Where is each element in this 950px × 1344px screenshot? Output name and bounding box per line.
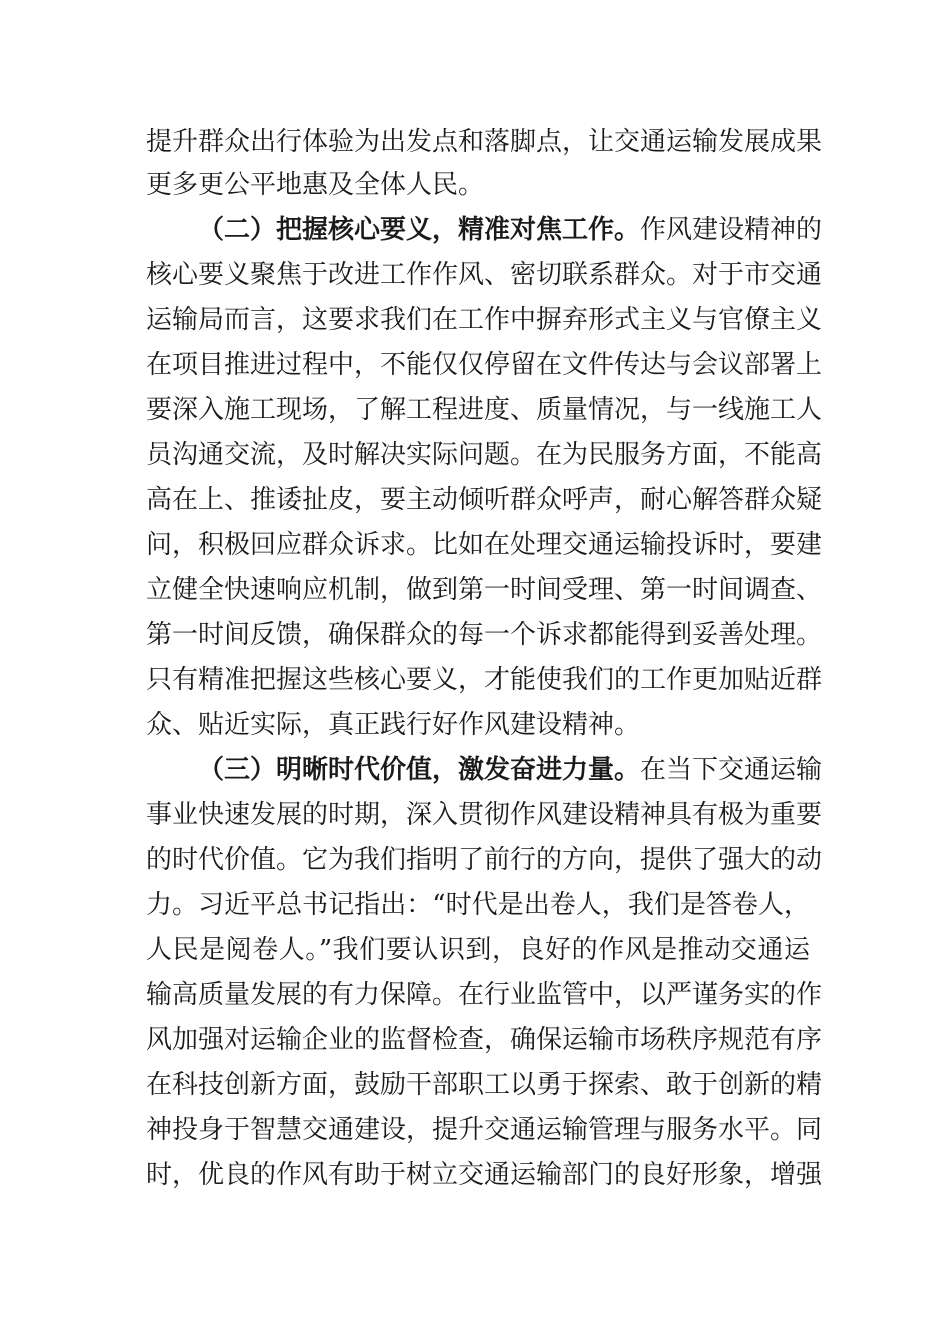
paragraph-2-line: 高在上、推诿扯皮，要主动倾听群众呼声，耐心解答群众疑 [146, 485, 823, 515]
paragraph-3-line: 的时代价值。它为我们指明了前行的方向，提供了强大的动 [146, 845, 823, 875]
paragraph-2-line: 运输局而言，这要求我们在工作中摒弃形式主义与官僚主义 [146, 305, 823, 335]
paragraph-2-line: 众、贴近实际，真正践行好作风建设精神。 [146, 710, 641, 740]
section-heading-2: （二）把握核心要义，精准对焦工作。 [198, 215, 641, 245]
paragraph-3-line: 事业快速发展的时期，深入贯彻作风建设精神具有极为重要 [146, 800, 823, 830]
paragraph-2-line: 问，积极回应群众诉求。比如在处理交通运输投诉时，要建 [146, 530, 823, 560]
paragraph-2-line: 第一时间反馈，确保群众的每一个诉求都能得到妥善处理。 [146, 620, 823, 650]
paragraph-2-first-line [198, 210, 823, 250]
paragraph-2-line: 只有精准把握这些核心要义，才能使我们的工作更加贴近群 [146, 665, 823, 695]
paragraph-1-line-2: 更多更公平地惠及全体人民。 [146, 170, 485, 200]
paragraph-2-line: 在项目推进过程中，不能仅仅停留在文件传达与会议部署上 [146, 350, 823, 380]
paragraph-3-line: 力。习近平总书记指出：“时代是出卷人，我们是答卷人， [146, 890, 810, 920]
paragraph-2-line: 员沟通交流，及时解决实际问题。在为民服务方面，不能高 [146, 440, 823, 470]
section-heading-3: （三）明晰时代价值，激发奋进力量。 [198, 755, 641, 785]
paragraph-3-line: 在科技创新方面，鼓励干部职工以勇于探索、敢于创新的精 [146, 1070, 823, 1100]
paragraph-3-line: 风加强对运输企业的监督检查，确保运输市场秩序规范有序 [146, 1025, 823, 1055]
paragraph-3-line: 输高质量发展的有力保障。在行业监管中，以严谨务实的作 [146, 980, 823, 1010]
paragraph-2-first-line-text: 作风建设精神的 [640, 215, 823, 245]
paragraph-2-line: 核心要义聚焦于改进工作作风、密切联系群众。对于市交通 [146, 260, 823, 290]
paragraph-1-line-1: 提升群众出行体验为出发点和落脚点，让交通运输发展成果 [146, 127, 823, 157]
paragraph-3-line: 人民是阅卷人。”我们要认识到，良好的作风是推动交通运 [146, 935, 810, 965]
paragraph-3-line: 时，优良的作风有助于树立交通运输部门的良好形象，增强 [146, 1160, 823, 1190]
paragraph-3-first-line [198, 750, 823, 790]
paragraph-3-line: 神投身于智慧交通建设，提升交通运输管理与服务水平。同 [146, 1115, 823, 1145]
paragraph-2-line: 立健全快速响应机制，做到第一时间受理、第一时间调查、 [146, 575, 823, 605]
paragraph-3-first-line-text: 在当下交通运输 [640, 755, 823, 785]
paragraph-2-line: 要深入施工现场，了解工程进度、质量情况，与一线施工人 [146, 395, 823, 425]
